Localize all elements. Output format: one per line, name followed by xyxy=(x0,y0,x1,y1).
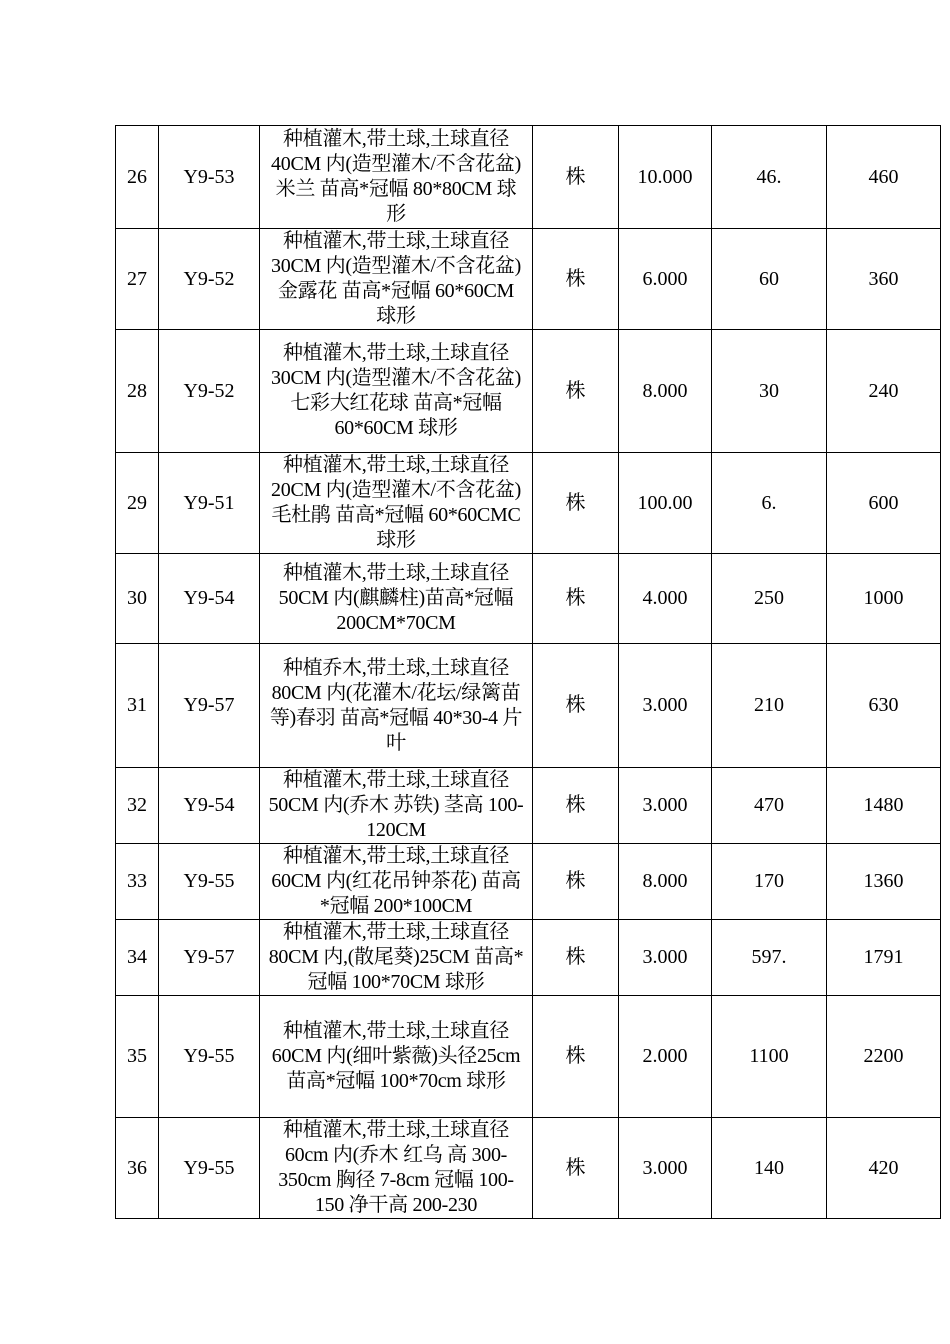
item-quantity: 100.00 xyxy=(619,453,712,554)
item-description: 种植灌木,带土球,土球直径40CM 内(造型灌木/不含花盆)米兰 苗高*冠幅 80*80CM 球形 xyxy=(260,126,533,229)
row-number: 27 xyxy=(116,229,159,330)
plant-items-table xyxy=(115,125,941,1219)
item-quantity: 3.000 xyxy=(619,768,712,844)
item-total: 2200 xyxy=(827,996,941,1118)
item-unit-price: 170 xyxy=(712,844,827,920)
item-unit: 株 xyxy=(533,554,619,644)
item-unit: 株 xyxy=(533,920,619,996)
table-row xyxy=(116,554,941,644)
item-total: 1791 xyxy=(827,920,941,996)
item-quantity: 8.000 xyxy=(619,844,712,920)
item-description: 种植灌木,带土球,土球直径30CM 内(造型灌木/不含花盆)七彩大红花球 苗高*冠幅 60*60CM 球形 xyxy=(260,330,533,453)
table-row xyxy=(116,330,941,453)
item-code: Y9-55 xyxy=(159,844,260,920)
item-unit-price: 30 xyxy=(712,330,827,453)
item-quantity: 3.000 xyxy=(619,920,712,996)
row-number: 29 xyxy=(116,453,159,554)
item-unit-price: 210 xyxy=(712,644,827,768)
item-unit: 株 xyxy=(533,453,619,554)
item-quantity: 2.000 xyxy=(619,996,712,1118)
item-code: Y9-55 xyxy=(159,996,260,1118)
item-total: 420 xyxy=(827,1118,941,1219)
item-total: 360 xyxy=(827,229,941,330)
table-row xyxy=(116,453,941,554)
item-total: 460 xyxy=(827,126,941,229)
table-row xyxy=(116,920,941,996)
item-unit-price: 60 xyxy=(712,229,827,330)
item-code: Y9-55 xyxy=(159,1118,260,1219)
item-code: Y9-57 xyxy=(159,644,260,768)
item-unit-price: 140 xyxy=(712,1118,827,1219)
item-unit: 株 xyxy=(533,996,619,1118)
item-total: 1480 xyxy=(827,768,941,844)
item-unit: 株 xyxy=(533,768,619,844)
table-row xyxy=(116,229,941,330)
item-unit: 株 xyxy=(533,1118,619,1219)
table-row xyxy=(116,126,941,229)
item-quantity: 4.000 xyxy=(619,554,712,644)
item-total: 240 xyxy=(827,330,941,453)
item-code: Y9-53 xyxy=(159,126,260,229)
item-quantity: 8.000 xyxy=(619,330,712,453)
table-row xyxy=(116,1118,941,1219)
row-number: 36 xyxy=(116,1118,159,1219)
item-description: 种植灌木,带土球,土球直径20CM 内(造型灌木/不含花盆)毛杜鹃 苗高*冠幅 60*60CMC 球形 xyxy=(260,453,533,554)
item-quantity: 3.000 xyxy=(619,1118,712,1219)
table-body xyxy=(116,126,941,1219)
item-description: 种植灌木,带土球,土球直径60CM 内(红花吊钟茶花) 苗高*冠幅 200*100CM xyxy=(260,844,533,920)
item-code: Y9-52 xyxy=(159,229,260,330)
item-unit-price: 46. xyxy=(712,126,827,229)
row-number: 31 xyxy=(116,644,159,768)
table-row xyxy=(116,996,941,1118)
row-number: 34 xyxy=(116,920,159,996)
item-total: 630 xyxy=(827,644,941,768)
item-unit-price: 250 xyxy=(712,554,827,644)
table-row xyxy=(116,644,941,768)
item-description: 种植灌木,带土球,土球直径30CM 内(造型灌木/不含花盆)金露花 苗高*冠幅 60*60CM 球形 xyxy=(260,229,533,330)
item-description: 种植乔木,带土球,土球直径80CM 内(花灌木/花坛/绿篱苗等)春羽 苗高*冠幅 40*30-4 片叶 xyxy=(260,644,533,768)
item-quantity: 6.000 xyxy=(619,229,712,330)
item-total: 1000 xyxy=(827,554,941,644)
row-number: 26 xyxy=(116,126,159,229)
item-unit: 株 xyxy=(533,644,619,768)
item-unit: 株 xyxy=(533,330,619,453)
row-number: 33 xyxy=(116,844,159,920)
item-unit: 株 xyxy=(533,126,619,229)
row-number: 32 xyxy=(116,768,159,844)
item-description: 种植灌木,带土球,土球直径50CM 内(乔木 苏铁) 茎高 100-120CM xyxy=(260,768,533,844)
item-total: 1360 xyxy=(827,844,941,920)
item-code: Y9-51 xyxy=(159,453,260,554)
item-unit-price: 597. xyxy=(712,920,827,996)
item-unit: 株 xyxy=(533,844,619,920)
item-description: 种植灌木,带土球,土球直径50CM 内(麒麟柱)苗高*冠幅 200CM*70CM xyxy=(260,554,533,644)
item-code: Y9-54 xyxy=(159,768,260,844)
item-quantity: 10.000 xyxy=(619,126,712,229)
item-total: 600 xyxy=(827,453,941,554)
item-description: 种植灌木,带土球,土球直径80CM 内,(散尾葵)25CM 苗高*冠幅 100*70CM 球形 xyxy=(260,920,533,996)
item-unit-price: 1100 xyxy=(712,996,827,1118)
item-description: 种植灌木,带土球,土球直径60cm 内(乔木 红乌 高 300-350cm 胸径 7-8cm 冠幅 100-150 净干高 200-230 xyxy=(260,1118,533,1219)
table-row xyxy=(116,768,941,844)
item-quantity: 3.000 xyxy=(619,644,712,768)
item-code: Y9-52 xyxy=(159,330,260,453)
item-unit-price: 6. xyxy=(712,453,827,554)
item-code: Y9-54 xyxy=(159,554,260,644)
item-code: Y9-57 xyxy=(159,920,260,996)
item-unit: 株 xyxy=(533,229,619,330)
item-description: 种植灌木,带土球,土球直径60CM 内(细叶紫薇)头径25cm 苗高*冠幅 100*70cm 球形 xyxy=(260,996,533,1118)
row-number: 30 xyxy=(116,554,159,644)
row-number: 35 xyxy=(116,996,159,1118)
item-unit-price: 470 xyxy=(712,768,827,844)
table-row xyxy=(116,844,941,920)
row-number: 28 xyxy=(116,330,159,453)
